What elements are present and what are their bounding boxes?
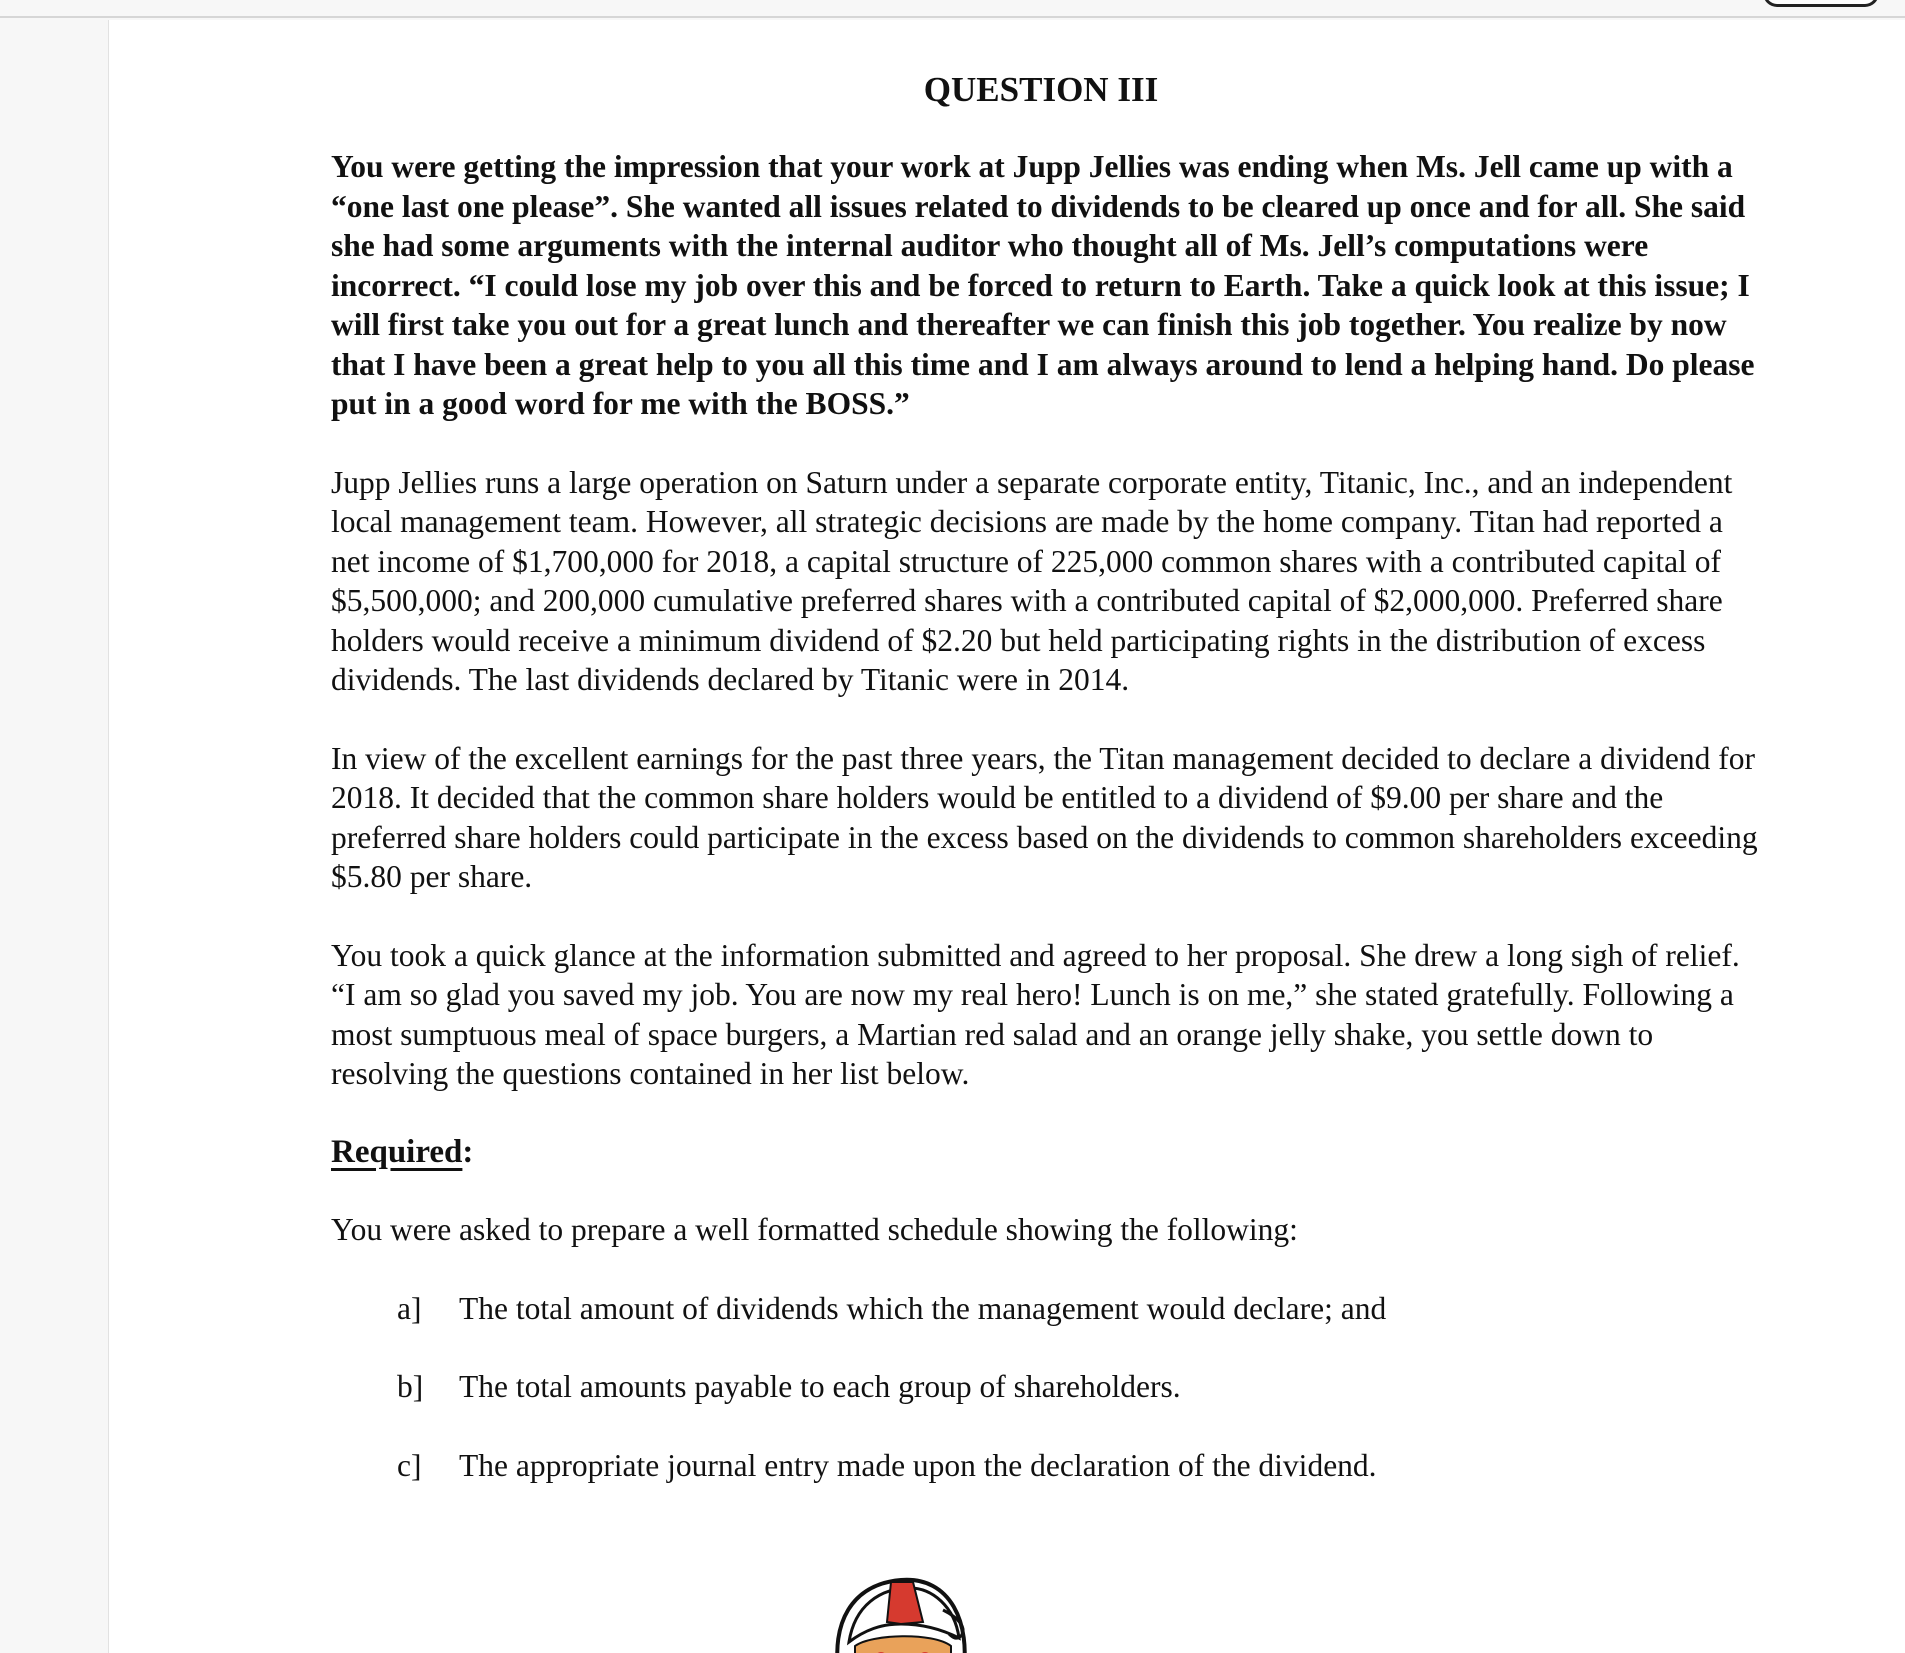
list-item-text: The total amount of dividends which the management would declare; and [459, 1290, 1387, 1326]
intro-paragraph: You were getting the impression that your work at Jupp Jellies was ending when Ms. Jell came up with a “one last one please”. She wanted all issues related to dividends to be cleared up once and for all. She said she had some arguments with the internal auditor who thought all of Ms. Jell’s computations were incorrect. “I could lose my job over this and be forced to return to Earth. Take a quick look at this issue; I will first take you out for a great lunch and thereafter we can finish this job together. You realize by now that I have been a great help to you all this time and I am always around to lend a helping hand. Do please put in a good word for me with the BOSS.” [331, 149, 1755, 421]
list-item [397, 1367, 1761, 1407]
list-item-marker: a] [397, 1290, 422, 1326]
paragraph-lunch-story: You took a quick glance at the information submitted and agreed to her proposal. She drew a long sigh of relief. “I am so glad you saved my job. You are now my real hero! Lunch is on me,” she stated gratefully. Following a most sumptuous meal of space burgers, a Martian red salad and an orange jelly shake, you settle down to resolving the questions contained in her list below. [331, 937, 1740, 1091]
paragraph-dividend-decision: In view of the excellent earnings for the past three years, the Titan management decided to declare a dividend for 2018. It decided that the common share holders would be entitled to a dividend of $9.00 per share and the preferred share holders could participate in the excess based on the dividends to common shareholders exceeding $5.80 per share. [331, 740, 1758, 894]
list-item [397, 1289, 1761, 1329]
viewer-top-divider [0, 16, 1905, 18]
question-title: QUESTION III [923, 70, 1159, 109]
corner-tab-button[interactable] [1763, 0, 1879, 7]
list-item-marker: b] [397, 1369, 424, 1404]
list-item-text: The appropriate journal entry made upon the declaration of the dividend. [459, 1447, 1377, 1483]
page-content [331, 68, 1761, 1524]
document-page [108, 20, 1905, 1653]
requirements-list [397, 1289, 1761, 1486]
list-item-marker: c] [397, 1447, 422, 1483]
list-item-text: The total amounts payable to each group of shareholders. [459, 1369, 1181, 1404]
instruction-line: You were asked to prepare a well formatted schedule showing the following: [331, 1212, 1298, 1247]
required-colon: : [462, 1133, 474, 1170]
required-label: Required [331, 1133, 463, 1170]
paragraph-company-background: Jupp Jellies runs a large operation on Saturn under a separate corporate entity, Titanic, Inc., and an independent local management team. However, all strategic decisions are made by the home company. Titan had reported a net income of $1,700,000 for 2018, a capital structure of 225,000 common shares with a contributed capital of $5,500,000; and 200,000 cumulative preferred shares with a contributed capital of $2,000,000. Preferred share holders would receive a minimum dividend of $2.20 but held participating rights in the distribution of excess dividends. The last dividends declared by Titanic were in 2014. [331, 464, 1733, 697]
list-item [397, 1446, 1761, 1486]
required-heading [331, 1133, 1761, 1173]
mascot-face-icon [821, 1564, 981, 1653]
